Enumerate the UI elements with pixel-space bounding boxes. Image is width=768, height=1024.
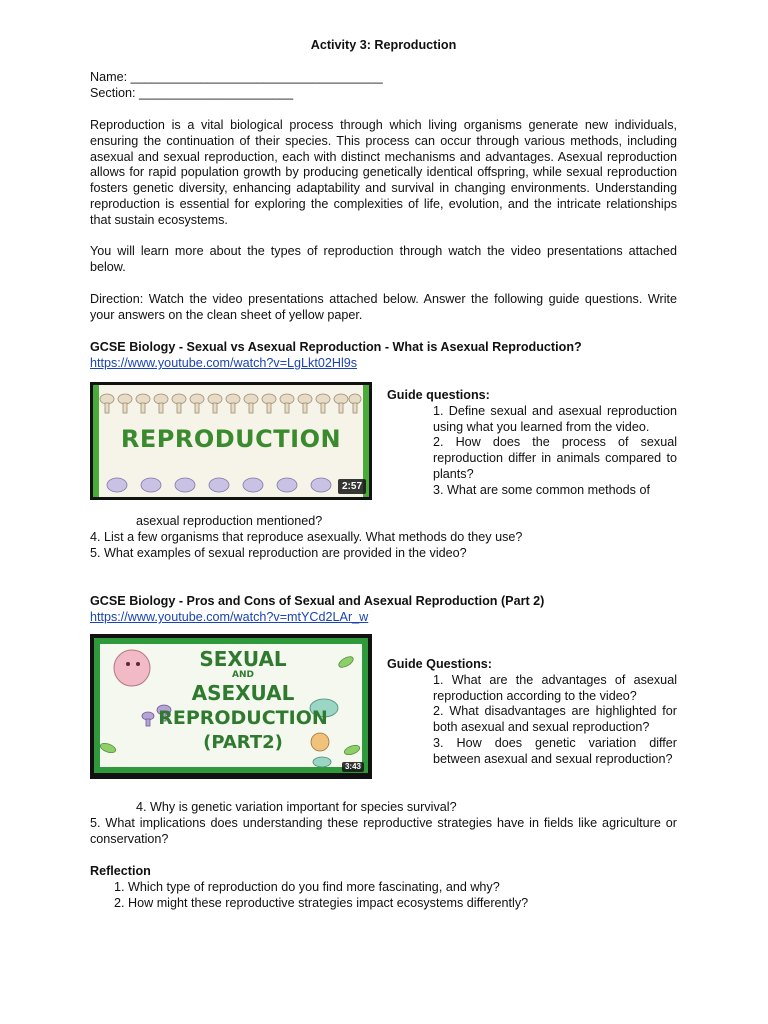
video2-question-5: 5. What implications does understanding these reproductive strategies have in fields like agriculture or conservation? [90,816,677,846]
video1-link[interactable]: https://www.youtube.com/watch?v=LgLkt02Hl9s [90,356,358,370]
video1-question-3: 3. What are some common methods of [433,482,650,497]
video2-question-1: 1. What are the advantages of asexual reproduction according to the video? [433,672,677,703]
video2-thumbnail[interactable] [90,634,372,779]
video2-thumb-line-2: AND [232,670,254,680]
video2-question-2: 2. What disadvantages are highlighted for both asexual and sexual reproduction? [433,704,677,735]
video2-thumb-line-3: ASEXUAL [191,681,295,705]
learn-more-paragraph: You will learn more about the types of reproduction through watch the video presentations attached below. [90,244,677,274]
video2-guide-questions [387,657,677,768]
video2-thumb-line-4: REPRODUCTION [158,707,328,729]
video1-question-2: 2. How does the process of sexual reproduction differ in animals compared to plants? [433,435,677,481]
direction-paragraph: Direction: Watch the video presentations attached below. Answer the following guide questions. Write your answers on the clean sheet of yellow paper. [90,292,677,322]
video2-heading: GCSE Biology - Pros and Cons of Sexual and Asexual Reproduction (Part 2) [90,594,545,608]
video2-thumbnail-image [94,638,368,773]
reflection-list [90,880,677,912]
video1-question-4: 4. List a few organisms that reproduce asexually. What methods do they use? [90,530,523,544]
video1-question-3-cont: asexual reproduction mentioned? [136,514,323,528]
intro-paragraph: Reproduction is a vital biological process through which living organisms generate new individuals, ensuring the continuation of their species. This process can occur through various methods, including asexual and sexual reproduction, each with distinct mechanisms and advantages. Asexual reproduction allows for rapid population growth by producing genetically identical offspring, while sexual reproduction fosters genetic diversity, enhancing adaptability and survival in changing environments. Understanding reproduction is essential for exploring the complexities of life, evolution, and the intricate relationships that sustain ecosystems. [90,118,677,227]
page-title: Activity 3: Reproduction [310,38,457,52]
video2-thumbnail-title [158,648,328,755]
video1-thumbnail[interactable] [90,382,372,500]
video2-question-3: 3. How does genetic variation differ between asexual and sexual reproduction? [433,735,677,766]
reflection-item-2: 2. How might these reproductive strategies impact ecosystems differently? [128,896,677,912]
video2-thumb-line-1: SEXUAL [199,647,287,671]
video2-question-4: 4. Why is genetic variation important for species survival? [136,800,457,814]
reflection-heading: Reflection [90,864,151,878]
video1-guide-heading: Guide questions: [387,388,490,402]
video1-question-5: 5. What examples of sexual reproduction are provided in the video? [90,546,467,560]
video2-link[interactable]: https://www.youtube.com/watch?v=mtYCd2LAr_w [90,610,369,624]
reflection-item-1: 1. Which type of reproduction do you find more fascinating, and why? [128,880,677,896]
video1-heading: GCSE Biology - Sexual vs Asexual Reproduction - What is Asexual Reproduction? [90,340,582,354]
video2-thumb-line-5: (PART2) [203,732,283,753]
video2-guide-heading: Guide Questions: [387,657,492,671]
video1-thumbnail-title: REPRODUCTION [120,425,342,453]
section-field[interactable]: Section: ______________________ [90,86,294,100]
mushroom-row-icon [100,394,361,413]
name-field[interactable]: Name: ____________________________________ [90,70,383,84]
video1-guide-questions [387,388,677,499]
cell-icon [114,650,150,686]
video1-question-1: 1. Define sexual and asexual reproduction using what you learned from the video. [433,403,677,434]
video2-duration-badge: 3:43 [342,762,364,772]
video1-thumbnail-image [93,385,369,497]
creature-row-icon [107,478,331,492]
video1-duration-badge: 2:57 [338,479,366,494]
